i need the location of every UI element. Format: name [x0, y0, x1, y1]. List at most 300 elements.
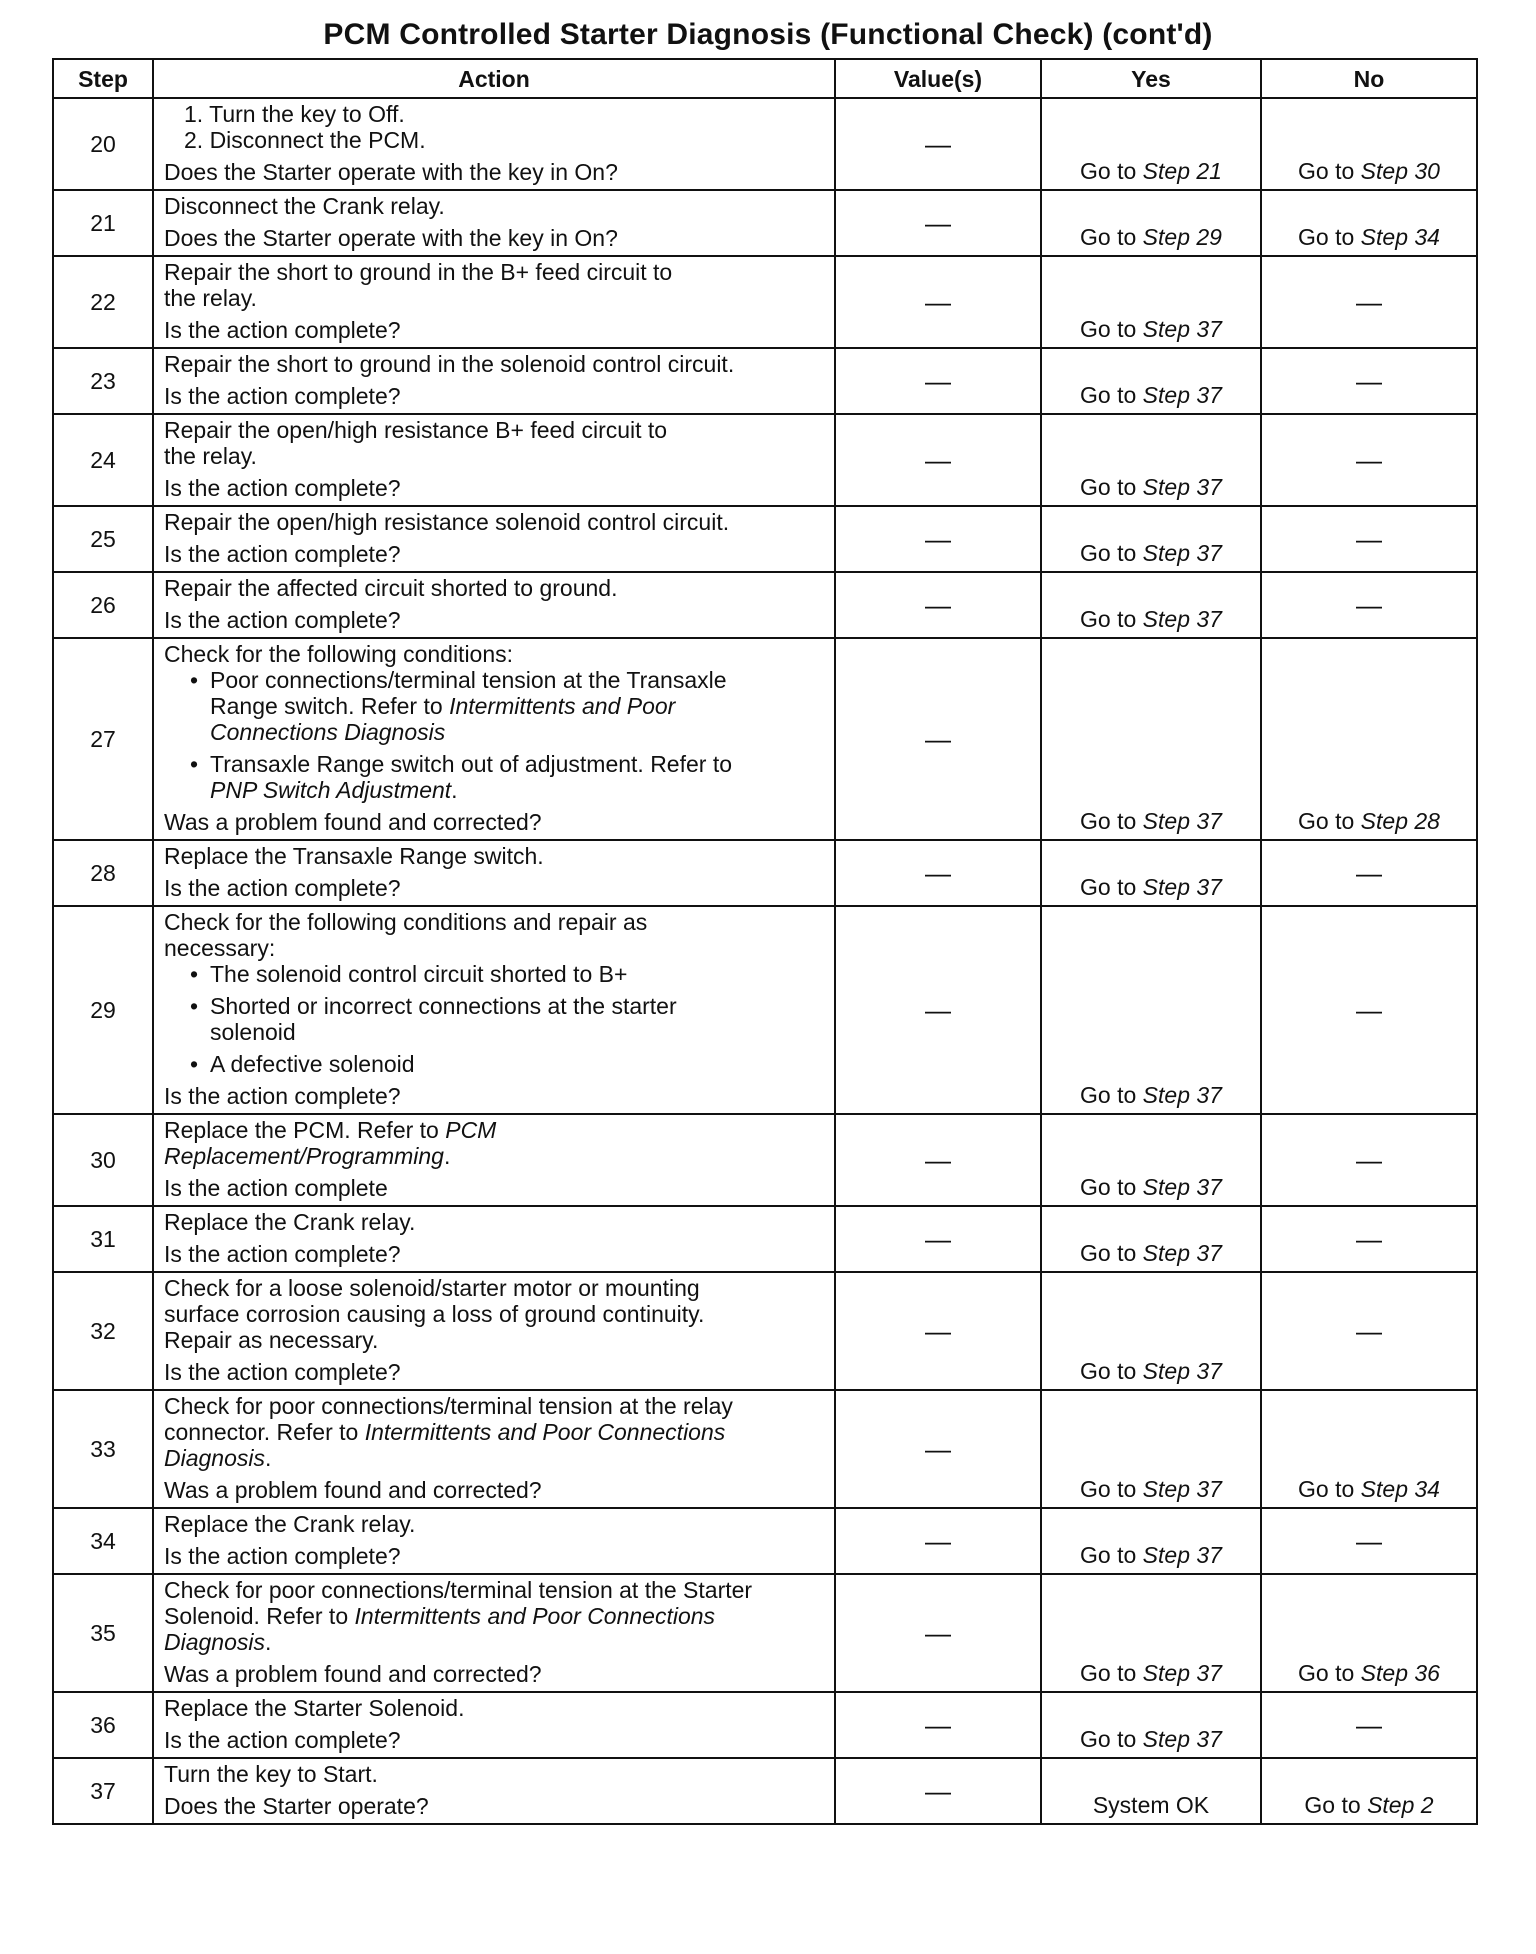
- bullet-icon: •: [190, 993, 199, 1019]
- yes-result: [1041, 906, 1261, 1114]
- step-number: 21: [53, 190, 153, 256]
- no-result: [1261, 1206, 1477, 1272]
- table-row: [53, 506, 1477, 572]
- action-text: Is the action complete?: [164, 1543, 401, 1569]
- yes-reference: Step 37: [1142, 1240, 1222, 1266]
- bullet-item: [164, 1051, 824, 1077]
- action-cell: [153, 1114, 835, 1206]
- yes-text: Go to: [1080, 874, 1143, 900]
- no-result: [1261, 98, 1477, 190]
- no-reference: Step 28: [1360, 808, 1440, 834]
- value-cell: —: [835, 1758, 1041, 1824]
- numbered-instruction: [164, 127, 824, 153]
- action-text: Was a problem found and corrected?: [164, 809, 542, 835]
- action-reference: Intermittents and Poor: [449, 693, 676, 719]
- table-row: [53, 414, 1477, 506]
- no-text: —: [1356, 995, 1382, 1025]
- yes-reference: Step 37: [1142, 1726, 1222, 1752]
- value-cell: —: [835, 1272, 1041, 1390]
- action-text: Replace the Crank relay.: [164, 1209, 416, 1235]
- instruction-line: [164, 1761, 824, 1787]
- action-text: Replace the Crank relay.: [164, 1511, 416, 1537]
- table-row: [53, 1574, 1477, 1692]
- yes-text: Go to: [1080, 316, 1143, 342]
- yes-result: [1041, 1390, 1261, 1508]
- action-text: Was a problem found and corrected?: [164, 1661, 542, 1687]
- no-reference: Step 36: [1360, 1660, 1440, 1686]
- step-number: 24: [53, 414, 153, 506]
- instruction-line: [164, 443, 824, 469]
- action-text: the relay.: [164, 285, 257, 311]
- action-text: Is the action complete?: [164, 1083, 401, 1109]
- instruction-line: [164, 909, 824, 935]
- action-cell: [153, 256, 835, 348]
- yes-text: Go to: [1080, 808, 1143, 834]
- yes-reference: Step 37: [1142, 1358, 1222, 1384]
- action-text: Is the action complete: [164, 1175, 388, 1201]
- value-cell: —: [835, 1114, 1041, 1206]
- action-text: Solenoid. Refer to: [164, 1603, 355, 1629]
- yes-result: [1041, 256, 1261, 348]
- instruction-line: [164, 1275, 824, 1301]
- no-result: [1261, 840, 1477, 906]
- yes-text: Go to: [1080, 382, 1143, 408]
- no-text: —: [1356, 1145, 1382, 1175]
- no-result: [1261, 1508, 1477, 1574]
- question: [164, 1241, 824, 1267]
- action-text: Is the action complete?: [164, 475, 401, 501]
- no-text: Go to: [1298, 1660, 1361, 1686]
- col-header-no: No: [1261, 59, 1477, 98]
- yes-result: [1041, 572, 1261, 638]
- yes-reference: Step 37: [1142, 1082, 1222, 1108]
- yes-reference: Step 37: [1142, 1174, 1222, 1200]
- action-text: Is the action complete?: [164, 317, 401, 343]
- action-text: The solenoid control circuit shorted to B+: [210, 961, 628, 987]
- bullet-item: [164, 961, 824, 987]
- instruction-line: [164, 1511, 824, 1537]
- yes-result: [1041, 190, 1261, 256]
- action-text: .: [451, 777, 458, 803]
- step-number: 23: [53, 348, 153, 414]
- bullet-continuation: [164, 693, 824, 719]
- table-row: [53, 190, 1477, 256]
- col-header-values: Value(s): [835, 59, 1041, 98]
- action-cell: [153, 1508, 835, 1574]
- action-text: Replace the PCM. Refer to: [164, 1117, 446, 1143]
- yes-reference: Step 29: [1142, 224, 1222, 250]
- table-row: [53, 638, 1477, 840]
- yes-text: Go to: [1080, 1726, 1143, 1752]
- no-text: —: [1356, 1224, 1382, 1254]
- value-cell: —: [835, 1206, 1041, 1272]
- action-cell: [153, 1390, 835, 1508]
- yes-text: Go to: [1080, 224, 1143, 250]
- question: [164, 1661, 824, 1687]
- action-text: Check for poor connections/terminal tension at the relay: [164, 1393, 733, 1419]
- value-cell: —: [835, 1692, 1041, 1758]
- action-text: 1. Turn the key to Off.: [184, 101, 405, 127]
- col-header-yes: Yes: [1041, 59, 1261, 98]
- no-result: [1261, 1390, 1477, 1508]
- action-text: .: [443, 1143, 451, 1169]
- action-cell: [153, 1206, 835, 1272]
- yes-reference: Step 37: [1142, 382, 1222, 408]
- bullet-icon: •: [190, 961, 199, 987]
- instruction-line: [164, 1577, 824, 1603]
- no-text: Go to: [1304, 1792, 1368, 1818]
- action-text: Is the action complete?: [164, 1359, 401, 1385]
- value-cell: —: [835, 414, 1041, 506]
- action-cell: [153, 572, 835, 638]
- step-number: 30: [53, 1114, 153, 1206]
- yes-reference: Step 37: [1142, 808, 1222, 834]
- yes-text: System OK: [1092, 1792, 1210, 1818]
- action-text: Does the Starter operate with the key in On?: [164, 225, 618, 251]
- action-reference: Diagnosis: [164, 1629, 265, 1655]
- action-text: Is the action complete?: [164, 1727, 401, 1753]
- no-text: Go to: [1298, 224, 1361, 250]
- instruction-line: [164, 193, 824, 219]
- action-text: Shorted or incorrect connections at the starter: [210, 993, 677, 1019]
- question: [164, 1727, 824, 1753]
- step-number: 28: [53, 840, 153, 906]
- action-text: Repair the short to ground in the solenoid control circuit.: [164, 351, 735, 377]
- no-text: Go to: [1298, 1476, 1361, 1502]
- numbered-instruction: [164, 101, 824, 127]
- col-header-step: Step: [53, 59, 153, 98]
- yes-text: Go to: [1080, 540, 1143, 566]
- no-text: —: [1356, 1526, 1382, 1556]
- action-text: Transaxle Range switch out of adjustment. Refer to: [210, 751, 733, 777]
- action-text: Check for poor connections/terminal tension at the Starter: [164, 1577, 753, 1603]
- question: [164, 809, 824, 835]
- instruction-line: [164, 1695, 824, 1721]
- step-number: 27: [53, 638, 153, 840]
- value-cell: —: [835, 1508, 1041, 1574]
- yes-result: [1041, 1206, 1261, 1272]
- action-cell: [153, 506, 835, 572]
- table-row: [53, 840, 1477, 906]
- action-cell: [153, 840, 835, 906]
- table-row: [53, 572, 1477, 638]
- instruction-line: [164, 641, 824, 667]
- action-cell: [153, 1758, 835, 1824]
- step-number: 22: [53, 256, 153, 348]
- question: [164, 1477, 824, 1503]
- action-text: Is the action complete?: [164, 1241, 401, 1267]
- action-text: Range switch. Refer to: [210, 693, 450, 719]
- no-text: —: [1356, 445, 1382, 475]
- bullet-icon: •: [190, 751, 199, 777]
- table-row: [53, 1692, 1477, 1758]
- action-text: Replace the Transaxle Range switch.: [164, 843, 544, 869]
- step-number: 25: [53, 506, 153, 572]
- table-row: [53, 1508, 1477, 1574]
- no-text: —: [1356, 366, 1382, 396]
- yes-reference: Step 21: [1142, 158, 1222, 184]
- table-row: [53, 98, 1477, 190]
- step-number: 35: [53, 1574, 153, 1692]
- action-text: Does the Starter operate with the key in On?: [164, 159, 618, 185]
- bullet-continuation: [164, 1019, 824, 1045]
- bullet-item: [164, 667, 824, 693]
- no-result: [1261, 1692, 1477, 1758]
- question: [164, 875, 824, 901]
- instruction-line: [164, 1629, 824, 1655]
- action-text: Check for the following conditions and repair as: [164, 909, 648, 935]
- no-result: [1261, 414, 1477, 506]
- bullet-continuation: [164, 719, 824, 745]
- no-text: —: [1356, 1316, 1382, 1346]
- yes-result: [1041, 348, 1261, 414]
- yes-result: [1041, 1758, 1261, 1824]
- yes-text: Go to: [1080, 1358, 1143, 1384]
- yes-reference: Step 37: [1142, 474, 1222, 500]
- action-text: necessary:: [164, 935, 276, 961]
- action-cell: [153, 190, 835, 256]
- action-reference: PNP Switch Adjustment: [210, 777, 452, 803]
- value-cell: —: [835, 190, 1041, 256]
- no-result: [1261, 348, 1477, 414]
- yes-reference: Step 37: [1142, 1660, 1222, 1686]
- action-cell: [153, 1574, 835, 1692]
- yes-result: [1041, 840, 1261, 906]
- step-number: 26: [53, 572, 153, 638]
- step-number: 20: [53, 98, 153, 190]
- step-number: 34: [53, 1508, 153, 1574]
- instruction-line: [164, 1143, 824, 1169]
- instruction-line: [164, 843, 824, 869]
- action-text: solenoid: [210, 1019, 296, 1045]
- no-text: —: [1356, 590, 1382, 620]
- question: [164, 317, 824, 343]
- instruction-line: [164, 1117, 824, 1143]
- page-title: PCM Controlled Starter Diagnosis (Functional Check) (cont'd): [323, 18, 1213, 51]
- bullet-icon: •: [190, 667, 199, 693]
- instruction-line: [164, 509, 824, 535]
- no-text: —: [1356, 858, 1382, 888]
- no-result: [1261, 1272, 1477, 1390]
- yes-text: Go to: [1080, 1660, 1143, 1686]
- action-text: Was a problem found and corrected?: [164, 1477, 542, 1503]
- no-result: [1261, 572, 1477, 638]
- yes-reference: Step 37: [1142, 874, 1222, 900]
- value-cell: —: [835, 1390, 1041, 1508]
- action-reference: Intermittents and Poor Connections: [364, 1419, 726, 1445]
- question: [164, 1359, 824, 1385]
- action-reference: PCM: [445, 1117, 497, 1143]
- value-cell: —: [835, 1574, 1041, 1692]
- action-text: the relay.: [164, 443, 257, 469]
- instruction-line: [164, 1419, 824, 1445]
- action-text: Repair the affected circuit shorted to ground.: [164, 575, 618, 601]
- question: [164, 541, 824, 567]
- action-cell: [153, 1692, 835, 1758]
- no-reference: Step 30: [1360, 158, 1440, 184]
- instruction-line: [164, 575, 824, 601]
- yes-result: [1041, 506, 1261, 572]
- question: [164, 383, 824, 409]
- action-text: Turn the key to Start.: [164, 1761, 378, 1787]
- table-row: [53, 1758, 1477, 1824]
- table-row: [53, 256, 1477, 348]
- col-header-action: Action: [153, 59, 835, 98]
- step-number: 31: [53, 1206, 153, 1272]
- question: [164, 1175, 824, 1201]
- yes-result: [1041, 1574, 1261, 1692]
- action-text: Poor connections/terminal tension at the Transaxle: [210, 667, 727, 693]
- instruction-line: [164, 1603, 824, 1629]
- instruction-line: [164, 1301, 824, 1327]
- table-row: [53, 348, 1477, 414]
- action-text: connector. Refer to: [164, 1419, 365, 1445]
- action-text: Repair as necessary.: [164, 1327, 379, 1353]
- no-result: [1261, 1574, 1477, 1692]
- table-row: [53, 906, 1477, 1114]
- yes-result: [1041, 1114, 1261, 1206]
- table-row: [53, 1114, 1477, 1206]
- action-text: Is the action complete?: [164, 875, 401, 901]
- table-row: [53, 1272, 1477, 1390]
- yes-result: [1041, 98, 1261, 190]
- yes-reference: Step 37: [1142, 1476, 1222, 1502]
- action-text: Does the Starter operate?: [164, 1793, 429, 1819]
- no-text: —: [1356, 1710, 1382, 1740]
- value-cell: —: [835, 98, 1041, 190]
- action-text: Check for a loose solenoid/starter motor or mounting: [164, 1275, 700, 1301]
- value-cell: —: [835, 906, 1041, 1114]
- instruction-line: [164, 1327, 824, 1353]
- no-text: Go to: [1298, 808, 1361, 834]
- step-number: 36: [53, 1692, 153, 1758]
- question: [164, 225, 824, 251]
- action-cell: [153, 638, 835, 840]
- action-text: surface corrosion causing a loss of ground continuity.: [164, 1301, 705, 1327]
- action-text: Replace the Starter Solenoid.: [164, 1695, 465, 1721]
- instruction-line: [164, 1393, 824, 1419]
- yes-result: [1041, 1692, 1261, 1758]
- value-cell: —: [835, 256, 1041, 348]
- action-reference: Intermittents and Poor Connections: [354, 1603, 716, 1629]
- action-reference: Diagnosis: [164, 1445, 265, 1471]
- yes-reference: Step 37: [1142, 606, 1222, 632]
- value-cell: —: [835, 840, 1041, 906]
- bullet-item: [164, 993, 824, 1019]
- yes-result: [1041, 414, 1261, 506]
- no-result: [1261, 638, 1477, 840]
- action-text: Repair the open/high resistance solenoid control circuit.: [164, 509, 730, 535]
- instruction-line: [164, 1445, 824, 1471]
- step-number: 37: [53, 1758, 153, 1824]
- no-reference: Step 34: [1360, 1476, 1440, 1502]
- table-row: [53, 1390, 1477, 1508]
- question: [164, 1793, 824, 1819]
- action-cell: [153, 348, 835, 414]
- question: [164, 475, 824, 501]
- no-result: [1261, 906, 1477, 1114]
- yes-text: Go to: [1080, 474, 1143, 500]
- action-text: Repair the short to ground in the B+ feed circuit to: [164, 259, 673, 285]
- instruction-line: [164, 351, 824, 377]
- action-text: .: [265, 1629, 272, 1655]
- no-text: —: [1356, 287, 1382, 317]
- yes-text: Go to: [1080, 158, 1143, 184]
- yes-text: Go to: [1080, 1476, 1143, 1502]
- action-cell: [153, 98, 835, 190]
- no-text: —: [1356, 524, 1382, 554]
- yes-reference: Step 37: [1142, 316, 1222, 342]
- action-text: A defective solenoid: [210, 1051, 415, 1077]
- yes-text: Go to: [1080, 1174, 1143, 1200]
- yes-reference: Step 37: [1142, 540, 1222, 566]
- action-reference: Connections Diagnosis: [210, 719, 446, 745]
- yes-result: [1041, 1272, 1261, 1390]
- yes-result: [1041, 638, 1261, 840]
- question: [164, 1543, 824, 1569]
- table-row: [53, 1206, 1477, 1272]
- step-number: 32: [53, 1272, 153, 1390]
- action-text: Is the action complete?: [164, 541, 401, 567]
- value-cell: —: [835, 638, 1041, 840]
- action-text: Is the action complete?: [164, 607, 401, 633]
- yes-text: Go to: [1080, 1240, 1143, 1266]
- bullet-item: [164, 751, 824, 777]
- yes-reference: Step 37: [1142, 1542, 1222, 1568]
- question: [164, 1083, 824, 1109]
- action-cell: [153, 906, 835, 1114]
- action-text: Check for the following conditions:: [164, 641, 514, 667]
- no-result: [1261, 1114, 1477, 1206]
- instruction-line: [164, 285, 824, 311]
- instruction-line: [164, 417, 824, 443]
- action-text: 2. Disconnect the PCM.: [184, 127, 426, 153]
- action-text: Repair the open/high resistance B+ feed circuit to: [164, 417, 668, 443]
- bullet-continuation: [164, 777, 824, 803]
- action-text: .: [265, 1445, 272, 1471]
- question: [164, 159, 824, 185]
- value-cell: —: [835, 506, 1041, 572]
- action-cell: [153, 414, 835, 506]
- step-number: 29: [53, 906, 153, 1114]
- value-cell: —: [835, 348, 1041, 414]
- diagnosis-table: [52, 58, 1478, 1825]
- action-cell: [153, 1272, 835, 1390]
- no-reference: Step 2: [1367, 1792, 1434, 1818]
- yes-text: Go to: [1080, 1542, 1143, 1568]
- table-body: [53, 98, 1477, 1824]
- value-cell: —: [835, 572, 1041, 638]
- instruction-line: [164, 935, 824, 961]
- step-number: 33: [53, 1390, 153, 1508]
- no-result: [1261, 1758, 1477, 1824]
- question: [164, 607, 824, 633]
- table-header-row: [53, 59, 1477, 98]
- action-text: Disconnect the Crank relay.: [164, 193, 445, 219]
- no-result: [1261, 190, 1477, 256]
- action-reference: Replacement/Programming: [164, 1143, 444, 1169]
- no-reference: Step 34: [1360, 224, 1440, 250]
- instruction-line: [164, 1209, 824, 1235]
- no-result: [1261, 256, 1477, 348]
- instruction-line: [164, 259, 824, 285]
- action-text: Is the action complete?: [164, 383, 401, 409]
- no-result: [1261, 506, 1477, 572]
- yes-result: [1041, 1508, 1261, 1574]
- bullet-icon: •: [190, 1051, 199, 1077]
- yes-text: Go to: [1080, 1082, 1143, 1108]
- yes-text: Go to: [1080, 606, 1143, 632]
